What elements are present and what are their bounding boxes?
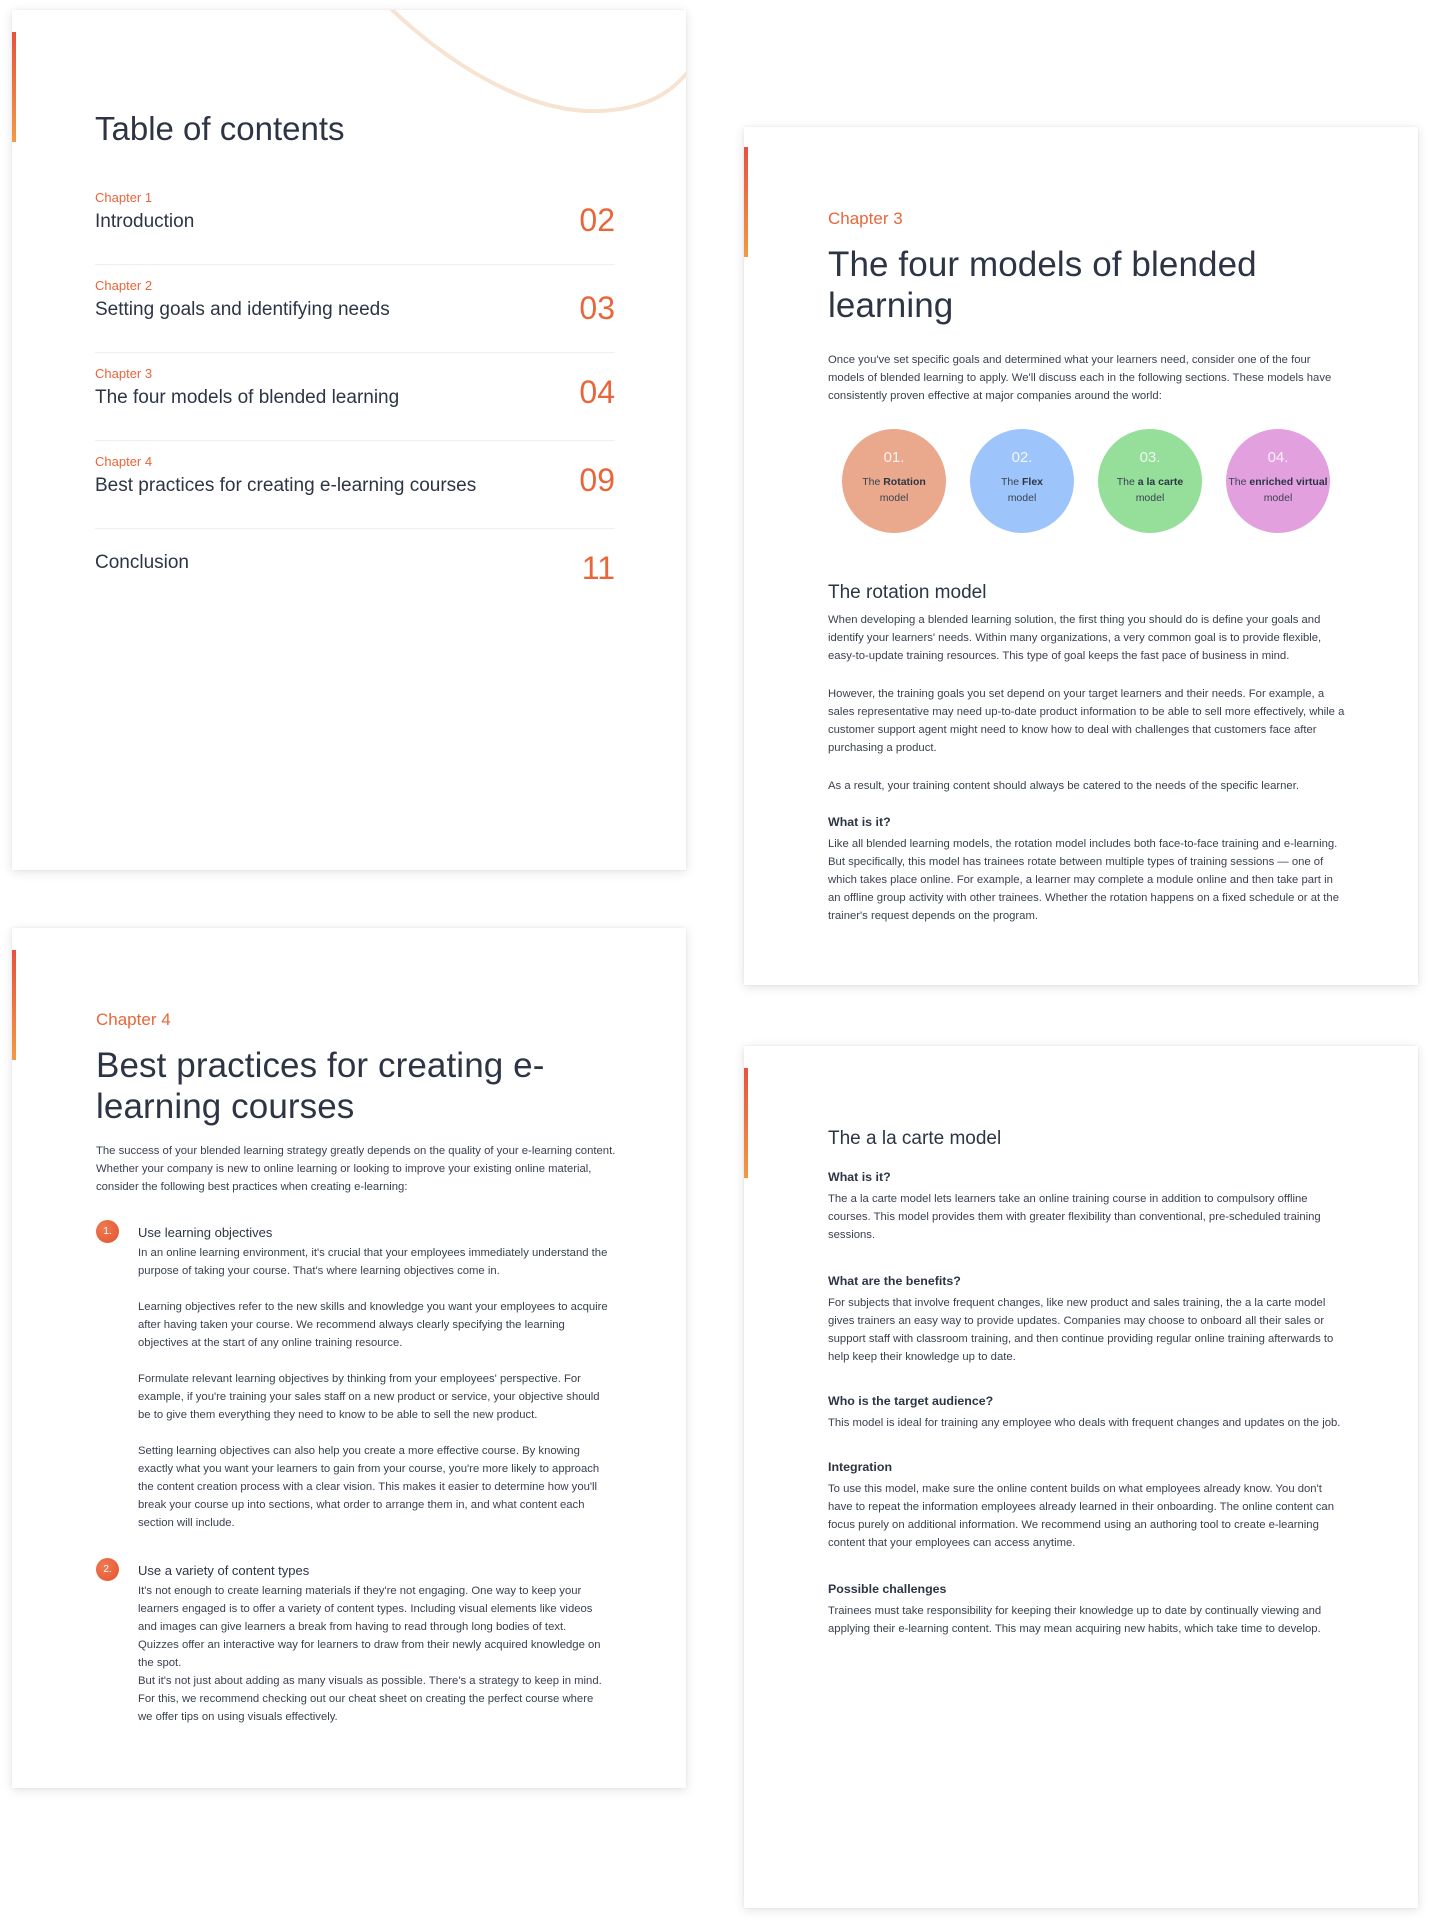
toc-entry-name: Conclusion [95,552,189,573]
circle-number: 02. [1011,449,1033,466]
circle-label: The Rotation model [862,476,926,504]
toc-chapter-label: Chapter 3 [95,366,153,381]
subsection-heading: Possible challenges [828,1582,947,1596]
model-circle-rotation[interactable] [842,429,946,533]
practice-paragraph: Learning objectives refer to the new skills and knowledge you want your employees to acquire after having taken your course. We recommend always clearly specifying the learning objectives at the start of any online training resource. [138,1301,608,1349]
chapter-label: Chapter 4 [96,1010,171,1029]
circle-label: The enriched virtual model [1228,476,1328,504]
toc-entry[interactable] [95,454,615,529]
page-accent-bar [744,147,748,257]
toc-entry[interactable] [95,190,615,265]
chapter-intro: Once you've set specific goals and determined what your learners need, consider one of the four models of blended learning to apply. We'll discuss each in the following sections. These models have consistently proven effective at major companies around the world: [828,354,1332,402]
toc-chapter-label: Chapter 1 [95,190,153,205]
toc-entry[interactable] [95,278,615,353]
page-accent-bar [12,32,16,142]
subsection-heading: Who is the target audience? [828,1394,994,1408]
circle-label: The Flex model [1000,476,1044,504]
alacarte-page [744,1046,1418,1908]
section-paragraph: This model is ideal for training any employee who deals with frequent changes and updates on the job. [828,1417,1341,1429]
section-paragraph: The a la carte model lets learners take an online training course in addition to compulsory offline courses. This model provides them with greater flexibility than conventional, pre-scheduled training sessions. [828,1193,1321,1241]
section-paragraph: To use this model, make sure the online content builds on what employees already know. You don't have to repeat the information employees already learned in their onboarding. The online content can focus purely on additional information. We recommend using an authoring tool to create e-learning content that your employees can access anytime. [828,1483,1334,1549]
practice-paragraph: It's not enough to create learning materials if they're not engaging. One way to keep your learners engaged is to offer a variety of content types. Including visual elements like videos and images can give learners a break from having to read through long bodies of text. Quizzes offer an interactive way for learners to draw from their newly acquired knowledge on the spot. [138,1585,601,1669]
toc-entry-name: The four models of blended learning [95,387,400,408]
toc-entry-name: Setting goals and identifying needs [95,299,390,320]
toc-entry-name: Introduction [95,211,195,232]
section-paragraph: When developing a blended learning solution, the first thing you should do is define your goals and identify your learners' needs. Within many organizations, a very common goal is to provide flexible, easy-to-update training resources. This type of goal keeps the fast pace of business in mind. [828,614,1322,662]
chapter-label: Chapter 3 [828,209,903,228]
page-accent-bar [12,950,16,1060]
page-accent-bar [744,1068,748,1178]
toc-chapter-label: Chapter 2 [95,278,153,293]
section-heading: The a la carte model [828,1128,1002,1149]
practice-title: Use learning objectives [138,1225,273,1240]
circle-number: 01. [883,449,905,466]
toc-entry[interactable] [95,366,615,441]
practice-paragraph: But it's not just about adding as many visuals as possible. There's a strategy to keep in mind. For this, we recommend checking out our cheat sheet on creating the perfect course where we offer tips on using visuals effectively. [138,1675,602,1723]
chapter-intro: The success of your blended learning strategy greatly depends on the quality of your e-learning content. Whether your company is new to online learning or looking to improve your existing online material, consider the following best practices when creating e-learning: [96,1145,616,1193]
chapter-title: Best practices for creating e-learning courses [96,1046,545,1126]
toc-page-number: 11 [581,550,615,586]
toc-entry-name: Best practices for creating e-learning courses [95,475,477,496]
chapter-title: The four models of blended learning [828,245,1257,325]
model-circle-flex[interactable] [970,429,1074,533]
toc-page-number: 02 [579,202,615,238]
chapter3-page [744,127,1418,985]
model-circle-alacarte[interactable] [1098,429,1202,533]
toc-page [12,10,686,870]
number-badge: 1. [96,1220,119,1243]
practice-paragraph: In an online learning environment, it's crucial that your employees immediately understand the purpose of taking your course. That's where learning objectives come in. [138,1247,608,1277]
number-badge: 2. [96,1558,119,1581]
toc-page-number: 03 [579,290,615,326]
subsection-heading: Integration [828,1460,893,1474]
circle-number: 04. [1267,449,1289,466]
model-circle-enriched-virtual[interactable] [1226,429,1330,533]
toc-entry[interactable] [95,544,615,594]
toc-page-number: 04 [579,374,615,410]
section-paragraph: As a result, your training content should always be catered to the needs of the specific learner. [828,780,1299,792]
practice-paragraph: Setting learning objectives can also help you create a more effective course. By knowing exactly what you want your learners to gain from your course, you're more likely to approach the content creation process with a clear vision. This makes it easier to determine how you'll break your course up into sections, what order to arrange them in, and what content each section will include. [138,1445,600,1529]
circle-label: The a la carte model [1116,476,1184,504]
subsection-heading: What are the benefits? [828,1274,961,1288]
chapter4-page [12,928,686,1788]
toc-chapter-label: Chapter 4 [95,454,153,469]
section-paragraph: However, the training goals you set depend on your target learners and their needs. For example, a sales representative may need up-to-date product information to be able to sell more effectively, while a customer support agent might need to know how to deal with challenges that customers face after purchasing a product. [828,688,1345,754]
toc-title: Table of contents [95,110,345,147]
section-heading: The rotation model [828,582,987,603]
subsection-heading: What is it? [828,815,891,829]
circle-number: 03. [1139,449,1161,466]
section-paragraph: For subjects that involve frequent changes, like new product and sales training, the a la carte model gives trainers an easy way to provide updates. Companies may choose to onboard all their sales or support staff with classroom training, and then continue providing regular online training afterwards to help keep their knowledge up to date. [828,1297,1334,1363]
practice-title: Use a variety of content types [138,1563,310,1578]
subsection-heading: What is it? [828,1170,891,1184]
toc-page-number: 09 [579,462,615,498]
section-paragraph: Trainees must take responsibility for keeping their knowledge up to date by continually viewing and applying their e-learning content. This may mean acquiring new habits, which take time to develop. [828,1605,1322,1635]
practice-paragraph: Formulate relevant learning objectives by thinking from your employees' perspective. For example, if you're training your sales staff on a new product or service, your objective should be to give them everything they need to know to be able to sell the new product. [138,1373,600,1421]
section-paragraph: Like all blended learning models, the rotation model includes both face-to-face training and e-learning. But specifically, this model has trainees rotate between multiple types of training sessions — one of which takes place online. For example, a learner may complete a module online and then take part in an offline group activity with other trainees. Whether the rotation happens on a fixed schedule or at the trainer's request depends on the program. [828,838,1339,922]
